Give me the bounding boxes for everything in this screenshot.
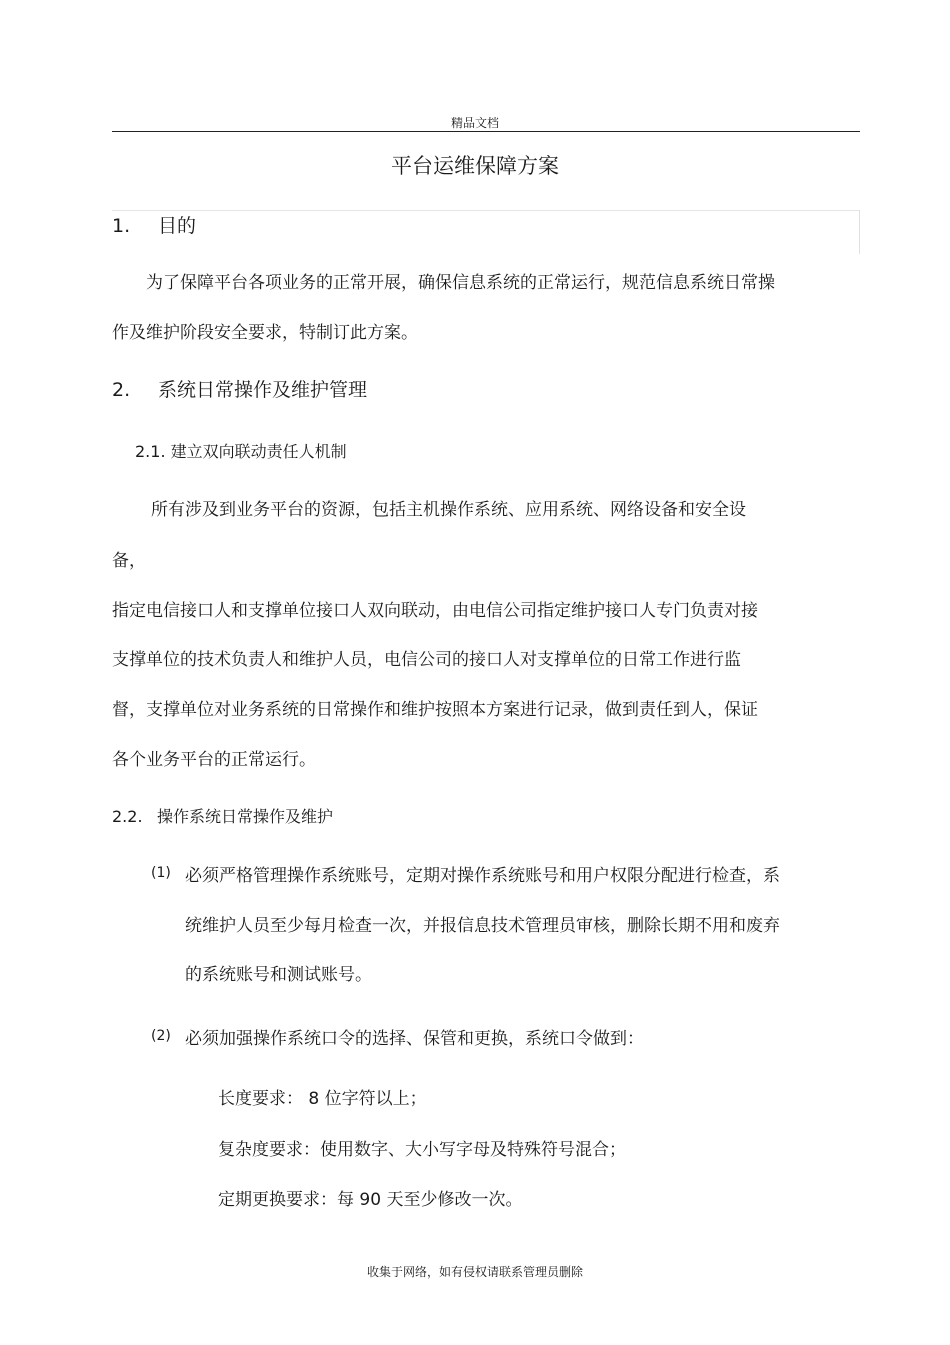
- section-2-number: 2.: [112, 379, 131, 401]
- document-title: 平台运维保障方案: [391, 154, 559, 178]
- password-requirement: 复杂度要求：使用数字、大小写字母及特殊符号混合；: [218, 1140, 626, 1160]
- subsection-2-1-line: 各个业务平台的正常运行。: [112, 750, 316, 770]
- subsection-2-1-line: 督，支撑单位对业务系统的日常操作和维护按照本方案进行记录，做到责任到人，保证: [112, 700, 758, 720]
- subsection-2-1-line: 支撑单位的技术负责人和维护人员，电信公司的接口人对支撑单位的日常工作进行监: [112, 650, 741, 670]
- section-2-title: 系统日常操作及维护管理: [158, 379, 368, 401]
- subsection-2-1-line: 指定电信接口人和支撑单位接口人双向联动，由电信公司指定维护接口人专门负责对接: [112, 601, 758, 621]
- section-1-title: 目的: [158, 215, 197, 237]
- page-header-label: 精品文档: [450, 116, 499, 130]
- faint-divider: [112, 210, 860, 211]
- faint-side-divider: [859, 210, 860, 254]
- section-1-para-line-2: 作及维护阶段安全要求，特制订此方案。: [112, 323, 418, 343]
- section-2-heading: [112, 375, 367, 402]
- subsection-2-1-line: 备，: [112, 551, 146, 571]
- list-item-1-number: (1): [151, 865, 171, 881]
- list-item-1-line: 必须严格管理操作系统账号，定期对操作系统账号和用户权限分配进行检查，系: [185, 866, 780, 886]
- section-1-para-line-1: 为了保障平台各项业务的正常开展，确保信息系统的正常运行，规范信息系统日常操: [146, 273, 775, 293]
- section-1-number: 1.: [112, 215, 131, 237]
- subsection-2-2-heading: [112, 804, 333, 827]
- list-item-1-line: 的系统账号和测试账号。: [185, 965, 372, 985]
- list-item-2-number: (2): [151, 1028, 171, 1044]
- subsection-2-1-heading: 2.1. 建立双向联动责任人机制: [135, 442, 347, 461]
- header-divider: [112, 131, 860, 132]
- password-requirement: 定期更换要求：每 90 天至少修改一次。: [218, 1190, 523, 1210]
- section-1-heading: [112, 211, 196, 238]
- page-footer: 收集于网络，如有侵权请联系管理员删除: [366, 1265, 583, 1279]
- list-item-2-text: 必须加强操作系统口令的选择、保管和更换，系统口令做到：: [185, 1029, 644, 1049]
- subsection-2-2-title: 操作系统日常操作及维护: [157, 807, 334, 826]
- subsection-2-1-line: 所有涉及到业务平台的资源，包括主机操作系统、应用系统、网络设备和安全设: [151, 500, 746, 520]
- password-requirement: 长度要求： 8 位字符以上；: [218, 1089, 427, 1109]
- list-item-1-line: 统维护人员至少每月检查一次，并报信息技术管理员审核，删除长期不用和废弃: [185, 916, 780, 936]
- subsection-2-2-number: 2.2.: [112, 807, 143, 826]
